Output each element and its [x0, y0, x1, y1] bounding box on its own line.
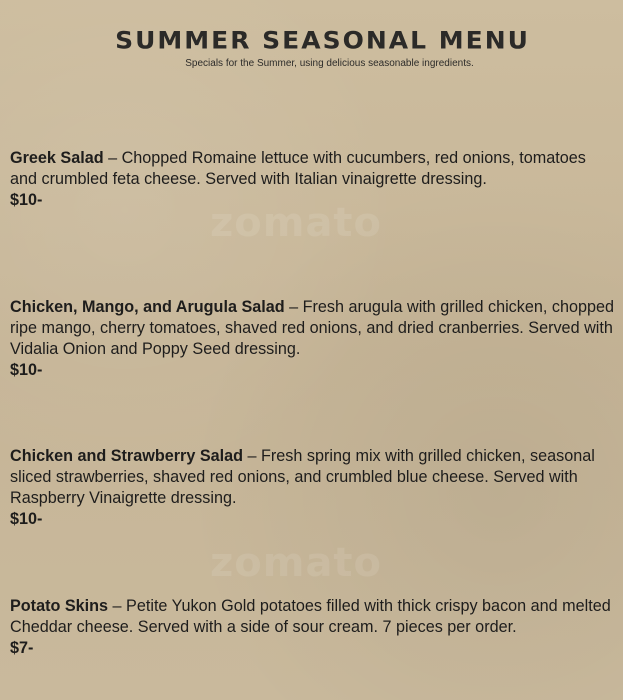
item-description: – Chopped Romaine lettuce with cucumbers, red onions, tomatoes and crumbled feta cheese. Served with Italian vinaigrette dressing. — [10, 149, 586, 188]
item-price: $10- — [10, 191, 43, 209]
item-price: $10- — [10, 361, 43, 379]
menu-item — [10, 446, 615, 530]
item-name: Chicken and Strawberry Salad — [10, 447, 244, 465]
item-name: Chicken, Mango, and Arugula Salad — [10, 298, 285, 316]
item-price: $7- — [10, 639, 34, 657]
menu-item — [10, 297, 615, 381]
menu-item — [10, 148, 615, 211]
item-price: $10- — [10, 510, 43, 528]
item-description: – Fresh spring mix with grilled chicken, seasonal sliced strawberries, shaved red onions, and crumbled blue cheese. Served with Raspberry Vinaigrette dressing. — [10, 447, 595, 507]
item-description: – Petite Yukon Gold potatoes filled with thick crispy bacon and melted Cheddar cheese. Served with a side of sour cream. 7 pieces per order. — [10, 597, 611, 636]
watermark: zomato — [210, 540, 383, 586]
watermark: zomato — [210, 200, 383, 246]
menu-item — [10, 596, 615, 659]
menu-title: SUMMER SEASONAL MENU — [115, 26, 530, 55]
item-description: – Fresh arugula with grilled chicken, chopped ripe mango, cherry tomatoes, shaved red onions, and dried cranberries. Served with Vidalia Onion and Poppy Seed dressing. — [10, 298, 614, 358]
menu-header — [0, 26, 623, 69]
item-name: Potato Skins — [10, 597, 109, 615]
item-name: Greek Salad — [10, 149, 104, 167]
menu-subtitle: Specials for the Summer, using delicious seasonable ingredients. — [185, 58, 474, 69]
